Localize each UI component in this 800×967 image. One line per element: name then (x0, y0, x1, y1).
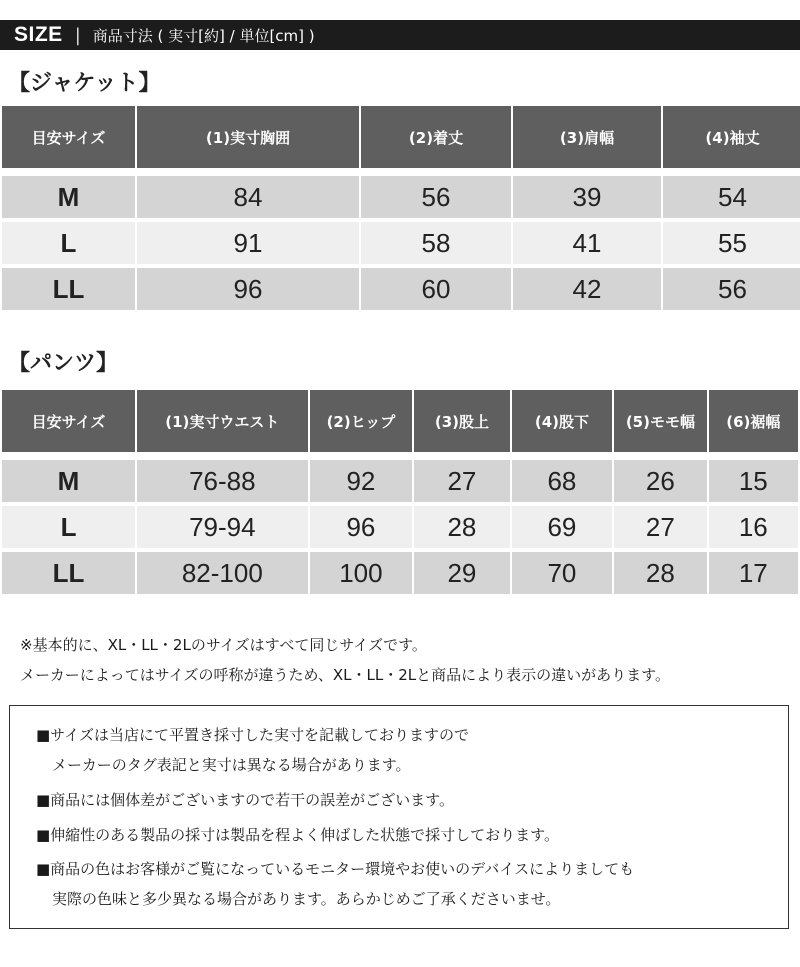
header-subtitle: 商品寸法 ( 実寸[約] / 単位[cm] ) (92, 26, 315, 45)
size-cell: L (2, 506, 135, 548)
value-cell: 41 (513, 222, 661, 264)
value-cell: 29 (414, 552, 509, 594)
size-cell: L (2, 222, 135, 264)
table-row (2, 176, 800, 218)
size-label: SIZE (14, 23, 63, 46)
value-cell: 76-88 (137, 460, 308, 502)
table-row (2, 552, 798, 594)
size-note: ※基本的に、XL・LL・2Lのサイズはすべて同じサイズです。 (20, 636, 427, 654)
value-cell: 55 (663, 222, 800, 264)
size-cell: M (2, 460, 135, 502)
pants-col-header: (5)モモ幅 (614, 390, 706, 452)
value-cell: 96 (310, 506, 413, 548)
value-cell: 92 (310, 460, 413, 502)
size-cell: LL (2, 268, 135, 310)
notice-line: メーカーのタグ表記と実寸は異なる場合があります。 (52, 756, 411, 774)
pants-col-header: (6)裾幅 (709, 390, 798, 452)
pants-col-header: 目安サイズ (2, 390, 135, 452)
value-cell: 28 (614, 552, 706, 594)
value-cell: 69 (512, 506, 613, 548)
value-cell: 27 (414, 460, 509, 502)
table-row (2, 268, 800, 310)
value-cell: 60 (361, 268, 511, 310)
value-cell: 56 (663, 268, 800, 310)
value-cell: 28 (414, 506, 509, 548)
pants-col-header: (4)股下 (512, 390, 613, 452)
value-cell: 79-94 (137, 506, 308, 548)
jacket-col-header: (2)着丈 (361, 106, 511, 168)
jacket-section-title: 【ジャケット】 (8, 71, 161, 96)
pants-header-row (2, 390, 798, 452)
pants-col-header: (2)ヒップ (310, 390, 413, 452)
notice-line: ■サイズは当店にて平置き採寸した実寸を記載しておりますので (36, 726, 469, 744)
value-cell: 17 (709, 552, 798, 594)
value-cell: 100 (310, 552, 413, 594)
value-cell: 39 (513, 176, 661, 218)
pants-section-title: 【パンツ】 (8, 351, 119, 376)
jacket-col-header: (1)実寸胸囲 (137, 106, 359, 168)
pants-col-header: (1)実寸ウエスト (137, 390, 308, 452)
value-cell: 68 (512, 460, 613, 502)
value-cell: 84 (137, 176, 359, 218)
value-cell: 15 (709, 460, 798, 502)
value-cell: 91 (137, 222, 359, 264)
value-cell: 27 (614, 506, 706, 548)
value-cell: 96 (137, 268, 359, 310)
value-cell: 82-100 (137, 552, 308, 594)
value-cell: 58 (361, 222, 511, 264)
value-cell: 26 (614, 460, 706, 502)
jacket-col-header: (4)袖丈 (663, 106, 800, 168)
value-cell: 42 (513, 268, 661, 310)
value-cell: 54 (663, 176, 800, 218)
table-row (2, 222, 800, 264)
table-row (2, 460, 798, 502)
jacket-col-header: (3)肩幅 (513, 106, 661, 168)
notice-line: 実際の色味と多少異なる場合があります。あらかじめご了承くださいませ。 (52, 890, 561, 908)
notice-line: ■商品の色はお客様がご覧になっているモニター環境やお使いのデバイスによりましても (36, 860, 635, 878)
value-cell: 16 (709, 506, 798, 548)
value-cell: 70 (512, 552, 613, 594)
size-cell: M (2, 176, 135, 218)
header-separator: | (74, 24, 81, 46)
jacket-header-row (2, 106, 800, 168)
size-header-bar (0, 20, 800, 50)
notice-line: ■伸縮性のある製品の採寸は製品を程よく伸ばした状態で採寸しております。 (36, 826, 559, 844)
pants-col-header: (3)股上 (414, 390, 509, 452)
size-note: メーカーによってはサイズの呼称が違うため、XL・LL・2Lと商品により表示の違いがあります。 (20, 666, 670, 684)
table-row (2, 506, 798, 548)
notice-line: ■商品には個体差がございますので若干の誤差がございます。 (36, 791, 454, 809)
pants-size-table (0, 390, 800, 594)
jacket-col-header: 目安サイズ (2, 106, 135, 168)
jacket-size-table (0, 106, 800, 310)
size-cell: LL (2, 552, 135, 594)
value-cell: 56 (361, 176, 511, 218)
